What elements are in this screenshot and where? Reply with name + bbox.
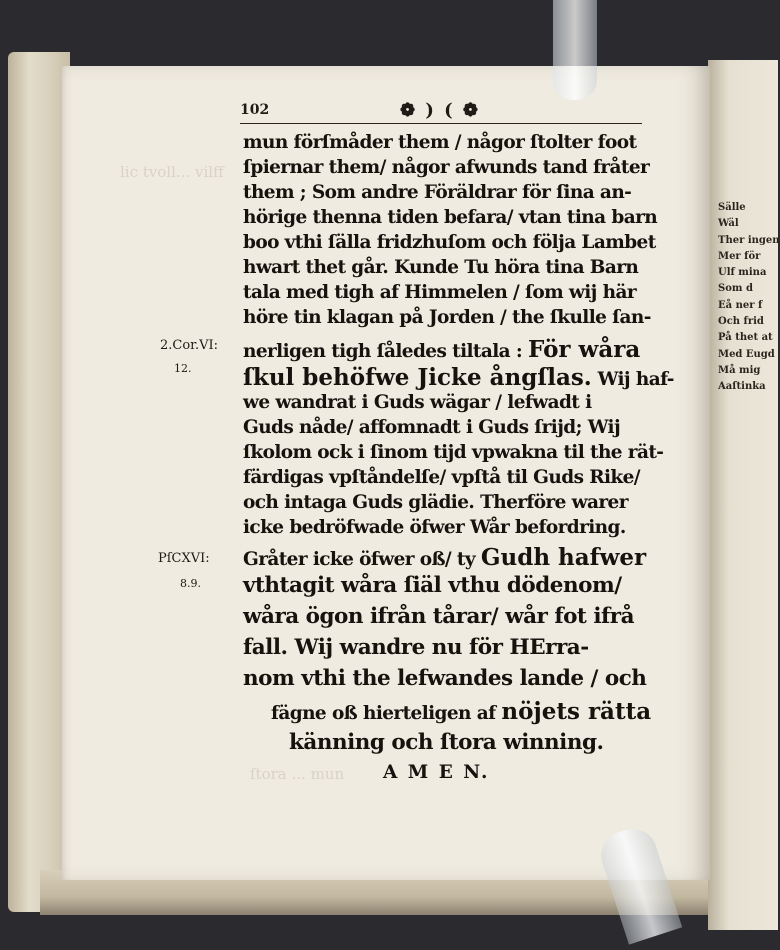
text-line [243,336,640,363]
facing-line: Ulf mina [718,267,767,279]
text-line [243,364,674,391]
text-line: hörige thenna tiden befara/ vtan tina barn [243,207,658,228]
facing-line: Med Eugd [718,348,775,360]
facing-page-text [718,200,780,396]
text-line: mun förſmåder them / någor ſtolter foot [243,132,637,153]
facing-line: Må mig [718,364,761,376]
text-line: färdigas vpſtåndelſe/ vpſtå til Guds Rike/ [243,467,640,488]
text-line: fall. Wij wandre nu för HErra- [243,635,589,660]
emphasized-text: ſkul behöfwe Jicke ångſlas. [243,364,592,391]
text-line: Guds nåde/ affomnadt i Guds ſrijd; Wij [243,417,621,438]
text-line: boo vthi ſälla fridzhuſom och följa Lambet [243,232,656,253]
book-fore-edge [8,52,70,912]
facing-line: Aaſtinka [718,381,766,393]
page-header [240,102,645,124]
text-line: them ; Som andre Föräldrar för ſina an- [243,182,632,203]
text-line: höre tin klagan på Jorden / the ſkulle ſan- [243,307,651,328]
text-line: och intaga Guds glädie. Therföre warer [243,492,628,513]
text-line: ſpiernar them/ någor afwunds tand fråter [243,157,650,178]
amen-closing: A M E N. [383,762,490,783]
text-line: ſkolom ock i ſinom tijd vpwakna til the rät- [243,442,664,463]
text-line: wåra ögon ifrån tårar/ wår fot ifrå [243,604,635,629]
header-rule [240,123,642,124]
text-span: nerligen tigh ſåledes tiltala : [243,341,523,362]
text-span: fägne oß hierteligen af [271,703,496,724]
page-clip-top [553,0,597,100]
facing-line: Sälle [718,202,746,213]
show-through-text: lic tvoll... vilff [120,163,224,181]
emphasized-text: nöjets rätta [501,698,652,725]
text-line: vthtagit wåra ſiäl vthu dödenom/ [243,573,622,598]
text-line: we wandrat i Guds wägar / lefwadt i [243,392,592,413]
facing-line: På thet at [718,332,773,344]
text-line: icke bedröfwade öfwer Wår befordring. [243,517,626,538]
text-span: Gråter icke öfwer oß/ ty [243,549,476,570]
facing-line: Ther ingen [718,234,780,246]
emphasized-text: Gudh hafwer [480,544,647,571]
facing-line: Som d [718,283,753,295]
text-line: tala med tigh af Himmelen / ſom wij här [243,282,636,303]
margin-reference: 2.Cor.VI: [160,338,218,353]
margin-reference: PſCXVI: [158,551,210,566]
facing-line: Mer för [718,250,761,262]
text-line: nom vthi the lefwandes lande / och [243,666,647,691]
text-span: Wij haf- [597,369,674,390]
emphasized-text: För wåra [528,336,641,363]
show-through-text: ſtora ... mun [250,765,345,783]
facing-line: Wäl [718,218,739,230]
text-line: känning och ſtora winning. [289,730,604,755]
text-line: hwart thet går. Kunde Tu höra tina Barn [243,257,639,278]
margin-reference-verse: 12. [174,362,192,375]
page-number: 102 [240,102,270,118]
facing-line: Eå ner f [718,299,763,311]
facing-line: Och frid [718,316,764,328]
text-line [271,698,651,725]
margin-reference-verse: 8.9. [180,577,201,590]
text-line [243,544,646,571]
facing-page [708,60,778,930]
header-ornament: ❁ ) ( ❁ [400,100,480,121]
